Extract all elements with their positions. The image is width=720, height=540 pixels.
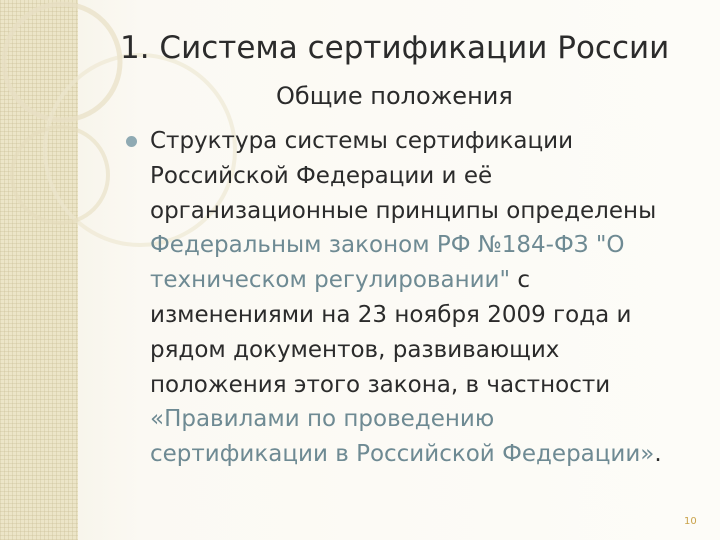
- bullet-text: [150, 124, 706, 472]
- bullet-line: положения этого закона, в частности: [150, 371, 611, 398]
- law-link[interactable]: техническом регулировании": [150, 267, 511, 294]
- slide-title: 1. Система сертификации России: [120, 30, 670, 66]
- bullet-line: Российской Федерации и её: [150, 162, 493, 189]
- bullet-line: Структура системы сертификации: [150, 128, 574, 154]
- bullet-line: рядом документов, развивающих: [150, 336, 560, 363]
- bullet-line: организационные принципы определены: [150, 197, 657, 224]
- bullet-line: сертификации в Российской Федерации».: [150, 441, 662, 468]
- slide-subtitle: Общие положения: [276, 82, 513, 110]
- rules-link[interactable]: сертификации в Российской Федерации»: [150, 441, 655, 468]
- page-number: 10: [684, 516, 697, 527]
- rules-link[interactable]: «Правилами по проведению: [150, 406, 495, 433]
- bullet-line: [150, 228, 706, 263]
- bullet-line: техническом регулировании" с: [150, 267, 531, 294]
- law-link[interactable]: Федеральным законом РФ №184-ФЗ "О: [150, 232, 625, 259]
- bullet-line: [150, 402, 706, 437]
- bullet-line: изменениями на 23 ноября 2009 года и: [150, 301, 632, 328]
- bullet-item: [126, 124, 706, 472]
- bullet-marker: [126, 136, 137, 147]
